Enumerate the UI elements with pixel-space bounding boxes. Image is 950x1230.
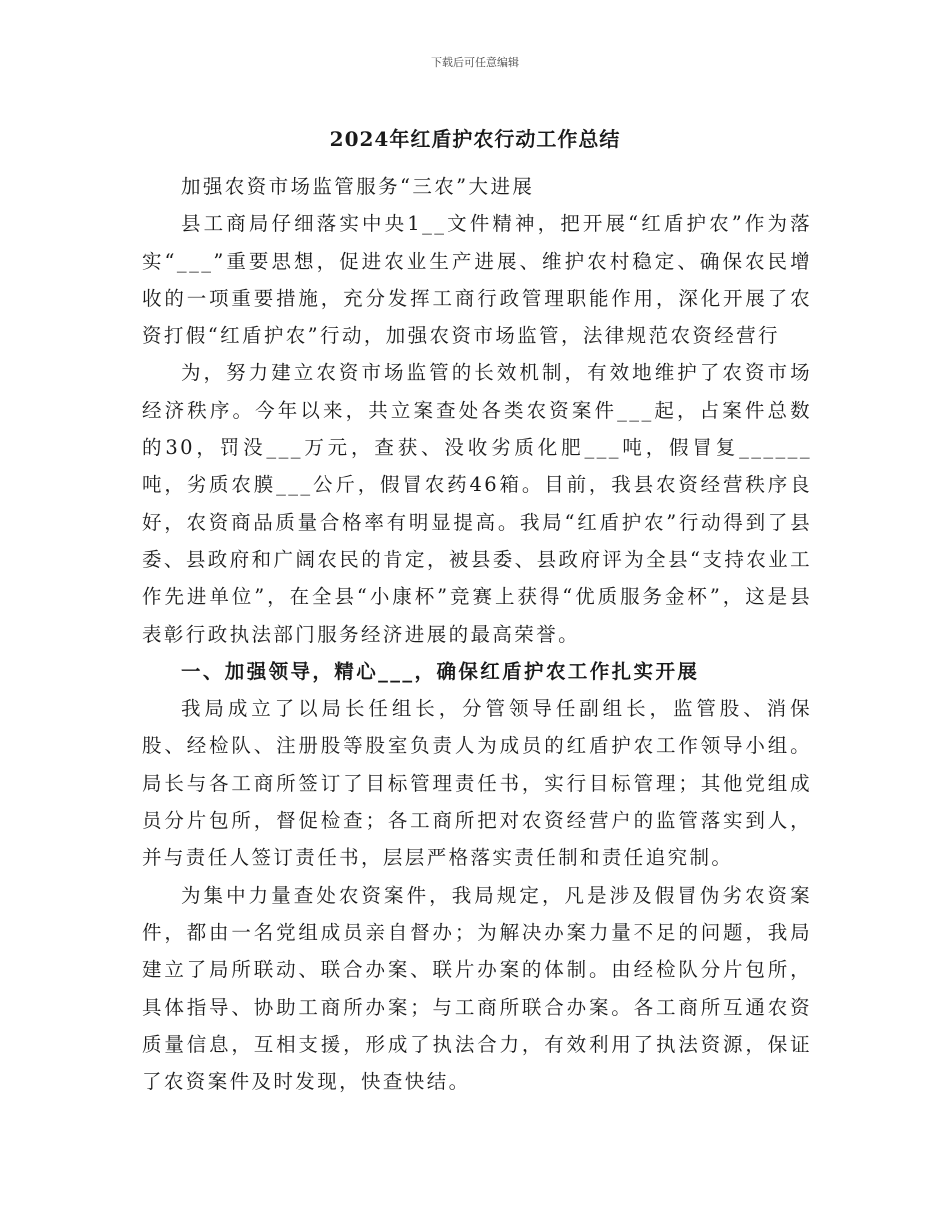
paragraph-intro: 县工商局仔细落实中央1__文件精神，把开展“红盾护农”作为落实“___”重要思想，促进农业生产进展、维护农村稳定、确保农民增收的一项重要措施，充分发挥工商行政管理职能作用，深化开展了农资打假“红盾护农”行动，加强农资市场监管，法律规范农资经营行 bbox=[142, 212, 812, 348]
paragraph-case-handling: 为集中力量查处农资案件，我局规定，凡是涉及假冒伪劣农资案件，都由一名党组成员亲自督办；为解决办案力量不足的问题，我局建立了局所联动、联合办案、联片办案的体制。由经检队分片包所，具体指导、协助工商所办案；与工商所联合办案。各工商所互通农资质量信息，互相支援，形成了执法合力，有效利用了执法资源，保证了农资案件及时发现，快查快结。 bbox=[142, 883, 812, 1094]
paragraph-results: 为，努力建立农资市场监管的长效机制，有效地维护了农资市场经济秩序。今年以来，共立案查处各类农资案件___起，占案件总数的30，罚没___万元，查获、没收劣质化肥___吨，假冒复______吨，劣质农膜___公斤，假冒农药46箱。目前，我县农资经营秩序良好，农资商品质量合格率有明显提高。我局“红盾护农”行动得到了县委、县政府和广阔农民的肯定，被县委、县政府评为全县“支持农业工作先进单位”，在全县“小康杯”竞赛上获得“优质服务金杯”，这是县表彰行政执法部门服务经济进展的最高荣誉。 bbox=[142, 361, 812, 646]
document-title: 2024年红盾护农行动工作总结 bbox=[329, 127, 621, 151]
paragraph-leadership: 我局成立了以局长任组长，分管领导任副组长，监管股、消保股、经检队、注册股等股室负责人为成员的红盾护农工作领导小组。局长与各工商所签订了目标管理责任书，实行目标管理；其他党组成员分片包所，督促检查；各工商所把对农资经营户的监管落实到人，并与责任人签订责任书，层层严格落实责任制和责任追究制。 bbox=[142, 697, 812, 870]
page-header-note: 下载后可任意编辑 bbox=[431, 56, 519, 69]
paragraph-subtitle: 加强农资市场监管服务“三农”大进展 bbox=[181, 175, 535, 198]
document-body bbox=[142, 168, 812, 1100]
section-heading-1: 一、加强领导，精心___，确保红盾护农工作扎实开展 bbox=[181, 659, 700, 683]
